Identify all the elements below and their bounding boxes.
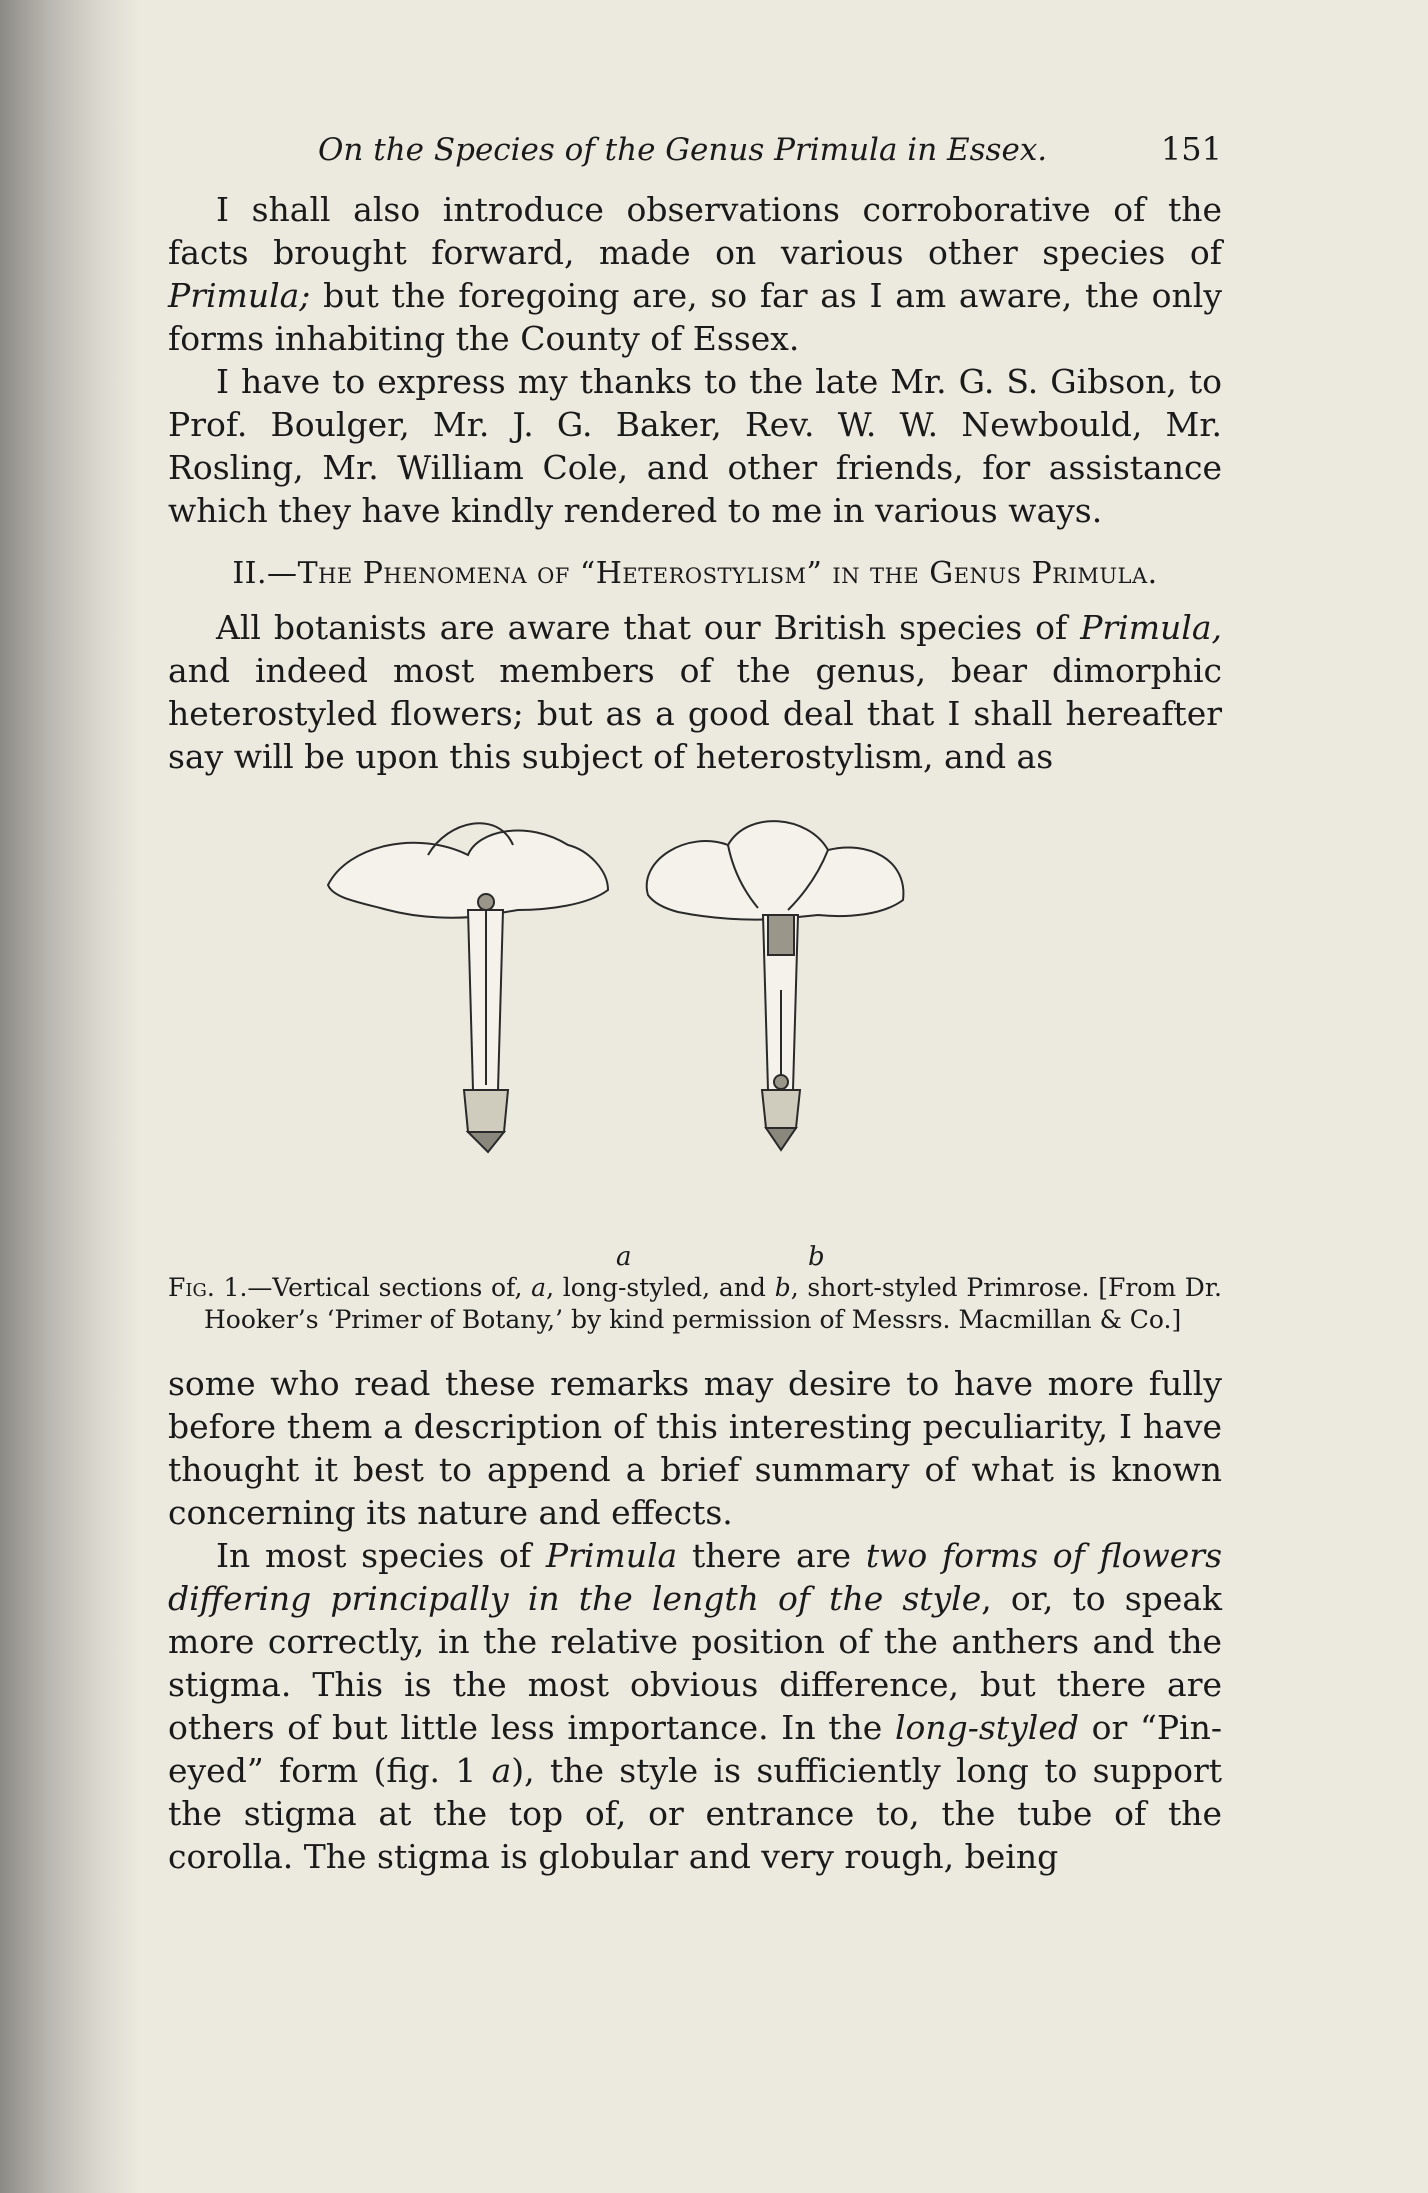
paragraph-3-text-c: and indeed most members of the genus, bear dimorphic heterostyled flowers; but as a good deal that I shall hereafter say will be upon this subject of heterostylism, and as	[168, 651, 1222, 776]
running-head-title: On the Species of the Genus Primula in Essex.	[318, 132, 1048, 168]
paragraph-5-genus: Primula	[545, 1536, 678, 1575]
paragraph-3-text-a: All botanists are aware that our British species of	[216, 608, 1081, 647]
paragraph-4: some who read these remarks may desire to have more fully before them a description of this interesting peculiarity, I have thought it best to append a brief summary of what is known concerning its nature and effects.	[168, 1364, 1222, 1532]
caption-text-mid: , long-styled, and	[546, 1273, 775, 1302]
primrose-flower-section-illustration	[168, 790, 1222, 1270]
paragraph-1-text-c: but the foregoing are, so far as I am aware, the only forms inhabiting the County of Essex.	[168, 276, 1222, 358]
caption-text: —Vertical sections of,	[247, 1273, 532, 1302]
paragraph-5-emphasis-1: two forms of flowers differing principally in the length of the style	[168, 1536, 1223, 1618]
paragraph-5-text-e: , or, to speak more correctly, in the relative position of the anthers and the stigma. This is the most obvious difference, but there are others of but little less importance. In the	[168, 1579, 1222, 1747]
paragraph-2: I have to express my thanks to the late Mr. G. S. Gibson, to Prof. Boulger, Mr. J. G. Baker, Rev. W. W. Newbould, Mr. Rosling, Mr. William Cole, and other friends, for assistance which they have kindly rendered to me in various ways.	[168, 362, 1222, 530]
figure-label-b: b	[808, 1242, 825, 1272]
caption-label-b: b	[774, 1273, 791, 1302]
figure-label-a: a	[616, 1242, 632, 1272]
paragraph-1-text-a: I shall also introduce observations corroborative of the facts brought forward, made on various other species of	[168, 190, 1222, 272]
paragraph-1	[168, 188, 1222, 360]
caption-label-a: a	[531, 1273, 547, 1302]
figure-1	[168, 790, 1222, 1270]
section-heading-text: The Phenomena of “Heterostylism” in the Genus Primula.	[297, 556, 1158, 591]
running-head	[318, 130, 1222, 168]
book-page	[168, 130, 1222, 1878]
paragraph-1-genus: Primula;	[168, 276, 311, 315]
caption-text-end: , short-styled Primrose. [From Dr. Hooker’s ‘Primer of Botany,’ by kind permission of Messrs. Macmillan & Co.]	[204, 1273, 1222, 1334]
paragraph-3-genus: Primula,	[1080, 608, 1222, 647]
paragraph-5-text-g: or “Pin-eyed” form (fig. 1	[168, 1708, 1222, 1790]
caption-fig-number: Fig. 1.	[168, 1273, 248, 1302]
paragraph-5-emphasis-2: long-styled	[894, 1708, 1079, 1747]
paragraph-5-fig-label: a	[491, 1751, 512, 1790]
figure-caption	[168, 1272, 1222, 1336]
paragraph-5-text-a: In most species of	[216, 1536, 546, 1575]
section-heading	[168, 554, 1222, 594]
section-heading-number: II.—	[232, 556, 298, 591]
paragraph-3	[168, 606, 1222, 778]
page-gutter-shadow	[0, 0, 140, 2193]
paragraph-5-text-c: there are	[677, 1536, 866, 1575]
page-number: 151	[1160, 130, 1222, 168]
paragraph-5	[168, 1534, 1222, 1878]
paragraph-5-text-i: ), the style is sufficiently long to support the stigma at the top of, or entrance to, the tube of the corolla. The stigma is globular and very rough, being	[168, 1751, 1222, 1876]
